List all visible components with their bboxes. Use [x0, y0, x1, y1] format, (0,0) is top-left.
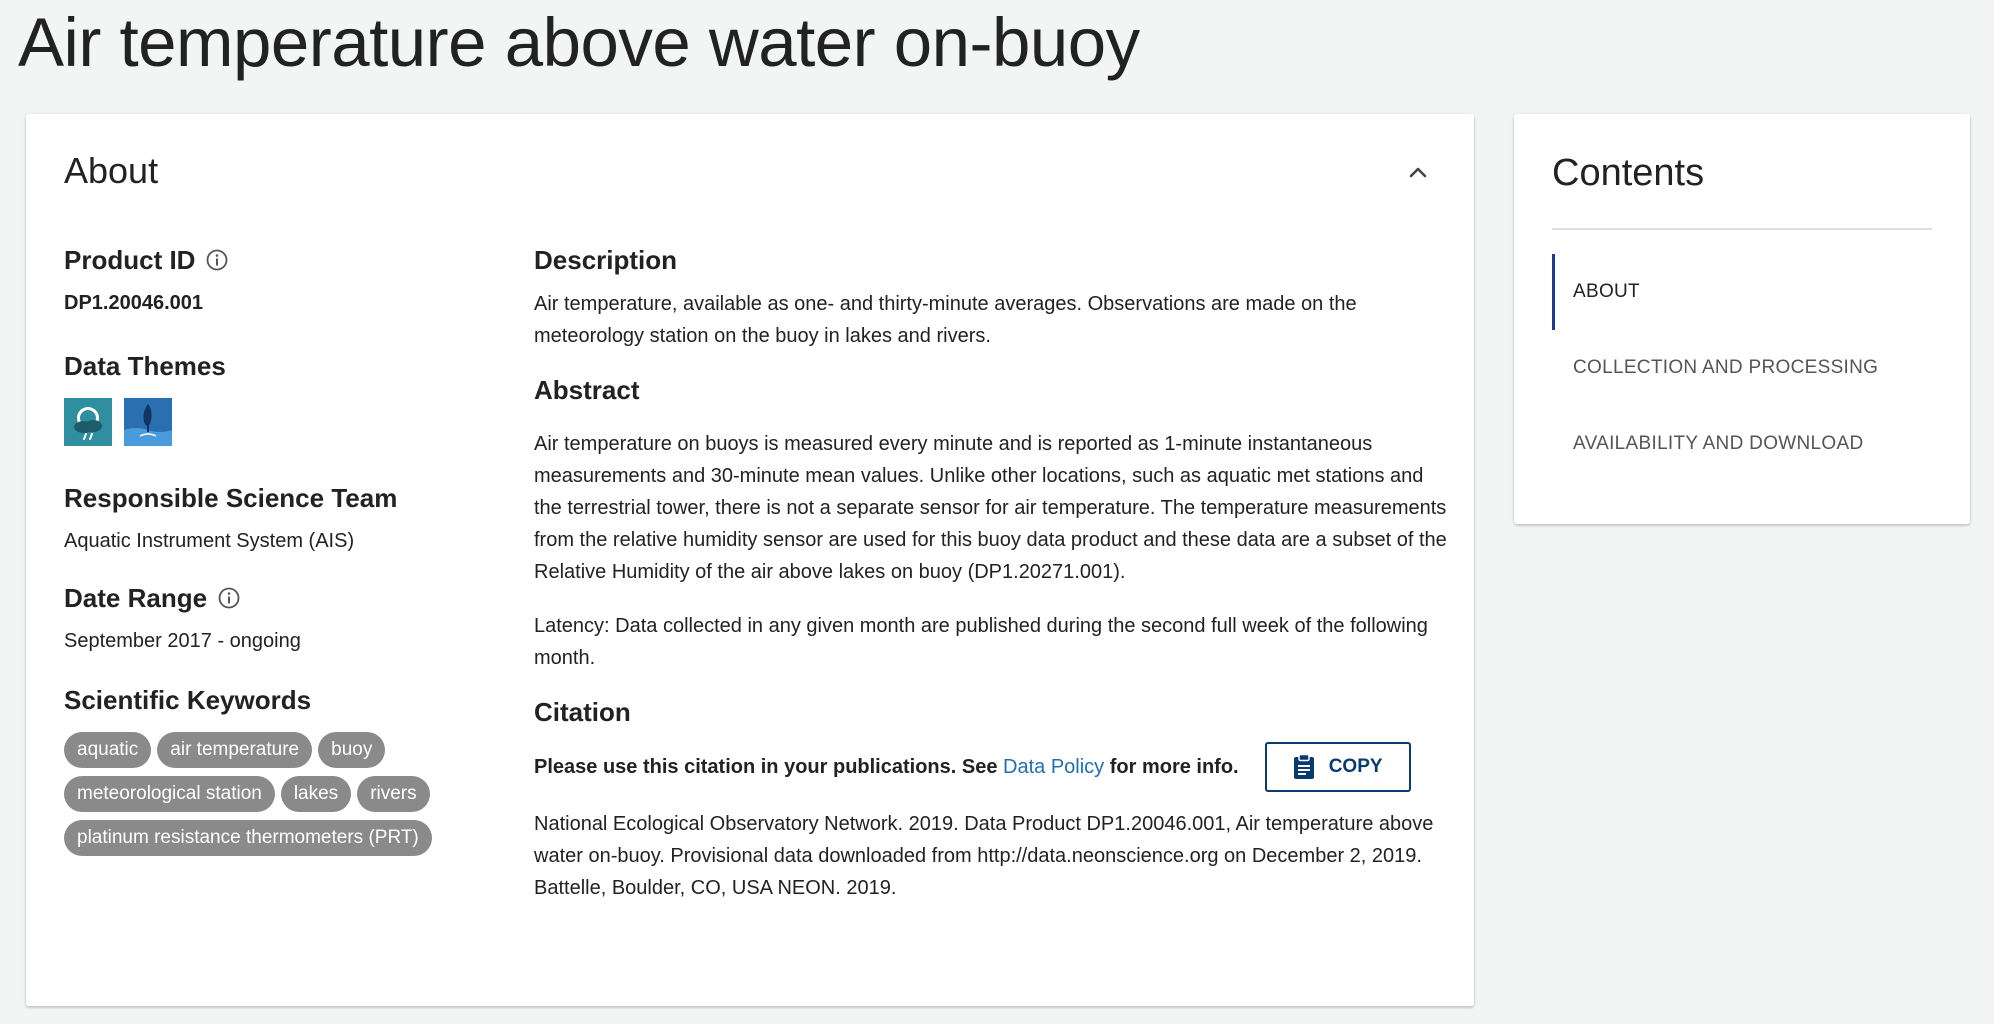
ecohydrology-theme-icon[interactable]: [124, 398, 172, 446]
copy-label: COPY: [1328, 756, 1383, 777]
citation-note: Please use this citation in your publications. See Data Policy for more info.: [534, 755, 1239, 778]
data-policy-link[interactable]: Data Policy: [1003, 755, 1105, 778]
data-themes-list: [64, 398, 484, 446]
contents-nav: [1552, 254, 1932, 482]
keywords-list: [64, 732, 464, 856]
abstract-text: Air temperature on buoys is measured every minute and is reported as 1-minute instantaneous measurements and 30-minute mean values. Unlike other locations, such as aquatic met stations and the terrestrial tower, there is not a separate sensor for air temperature. The temperature measurements from the relative humidity sensor are used for this buoy data product and these data are a subset of the Relative Humidity of the air above lakes on buoy (DP1.20271.001).: [534, 433, 1447, 583]
contents-title: Contents: [1552, 152, 1705, 194]
atmosphere-theme-icon[interactable]: [64, 398, 112, 446]
contents-divider: [1552, 228, 1932, 230]
keywords-label: Scientific Keywords: [64, 685, 312, 715]
latency-text: Latency: Data collected in any given month are published during the second full week of the following month.: [534, 615, 1428, 669]
contents-item-about[interactable]: ABOUT: [1552, 254, 1932, 330]
about-left-column: [64, 244, 484, 856]
science-team-label: Responsible Science Team: [64, 483, 398, 513]
product-id-section: [64, 244, 484, 316]
page-title: Air temperature above water on-buoy: [18, 4, 1140, 81]
citation-label: Citation: [534, 697, 631, 727]
info-icon[interactable]: [217, 586, 241, 610]
date-range-label: Date Range: [64, 583, 208, 613]
keywords-section: [64, 684, 484, 856]
contents-item-collection-and-processing[interactable]: COLLECTION AND PROCESSING: [1573, 357, 1879, 378]
keyword-chip[interactable]: lakes: [281, 776, 351, 812]
product-id-value: DP1.20046.001: [64, 292, 204, 314]
about-right-column: [534, 244, 1454, 904]
data-themes-label: Data Themes: [64, 351, 226, 381]
about-title: About: [64, 150, 159, 191]
chevron-up-icon[interactable]: [1406, 160, 1430, 184]
contents-card: [1514, 114, 1970, 524]
data-themes-section: [64, 350, 484, 446]
abstract-label: Abstract: [534, 375, 640, 405]
keyword-chip[interactable]: air temperature: [157, 732, 312, 768]
science-team-section: [64, 482, 484, 554]
about-card: [26, 114, 1474, 1006]
info-icon[interactable]: [205, 248, 229, 272]
keyword-chip[interactable]: meteorological station: [64, 776, 275, 812]
description-label: Description: [534, 245, 678, 275]
keyword-chip[interactable]: platinum resistance thermometers (PRT): [64, 820, 432, 856]
date-range-section: [64, 582, 484, 654]
keyword-chip[interactable]: aquatic: [64, 732, 151, 768]
keyword-chip[interactable]: buoy: [318, 732, 385, 768]
contents-item-availability-and-download[interactable]: AVAILABILITY AND DOWNLOAD: [1573, 433, 1864, 454]
description-text: Air temperature, available as one- and thirty-minute averages. Observations are made on the meteorology station on the buoy in lakes and rivers.: [534, 293, 1357, 347]
clipboard-icon: [1293, 754, 1315, 780]
product-id-label: Product ID: [64, 245, 196, 275]
citation-row: [534, 742, 1454, 792]
keyword-chip[interactable]: rivers: [357, 776, 429, 812]
science-team-value: Aquatic Instrument System (AIS): [64, 530, 355, 552]
citation-text: National Ecological Observatory Network. 2019. Data Product DP1.20046.001, Air temperature above water on-buoy. Provisional data downloaded from http://data.neonscience.org on December 2, 2019. Battelle, Boulder, CO, USA NEON. 2019.: [534, 813, 1434, 899]
copy-citation-button[interactable]: [1265, 742, 1411, 792]
date-range-value: September 2017 - ongoing: [64, 630, 301, 652]
